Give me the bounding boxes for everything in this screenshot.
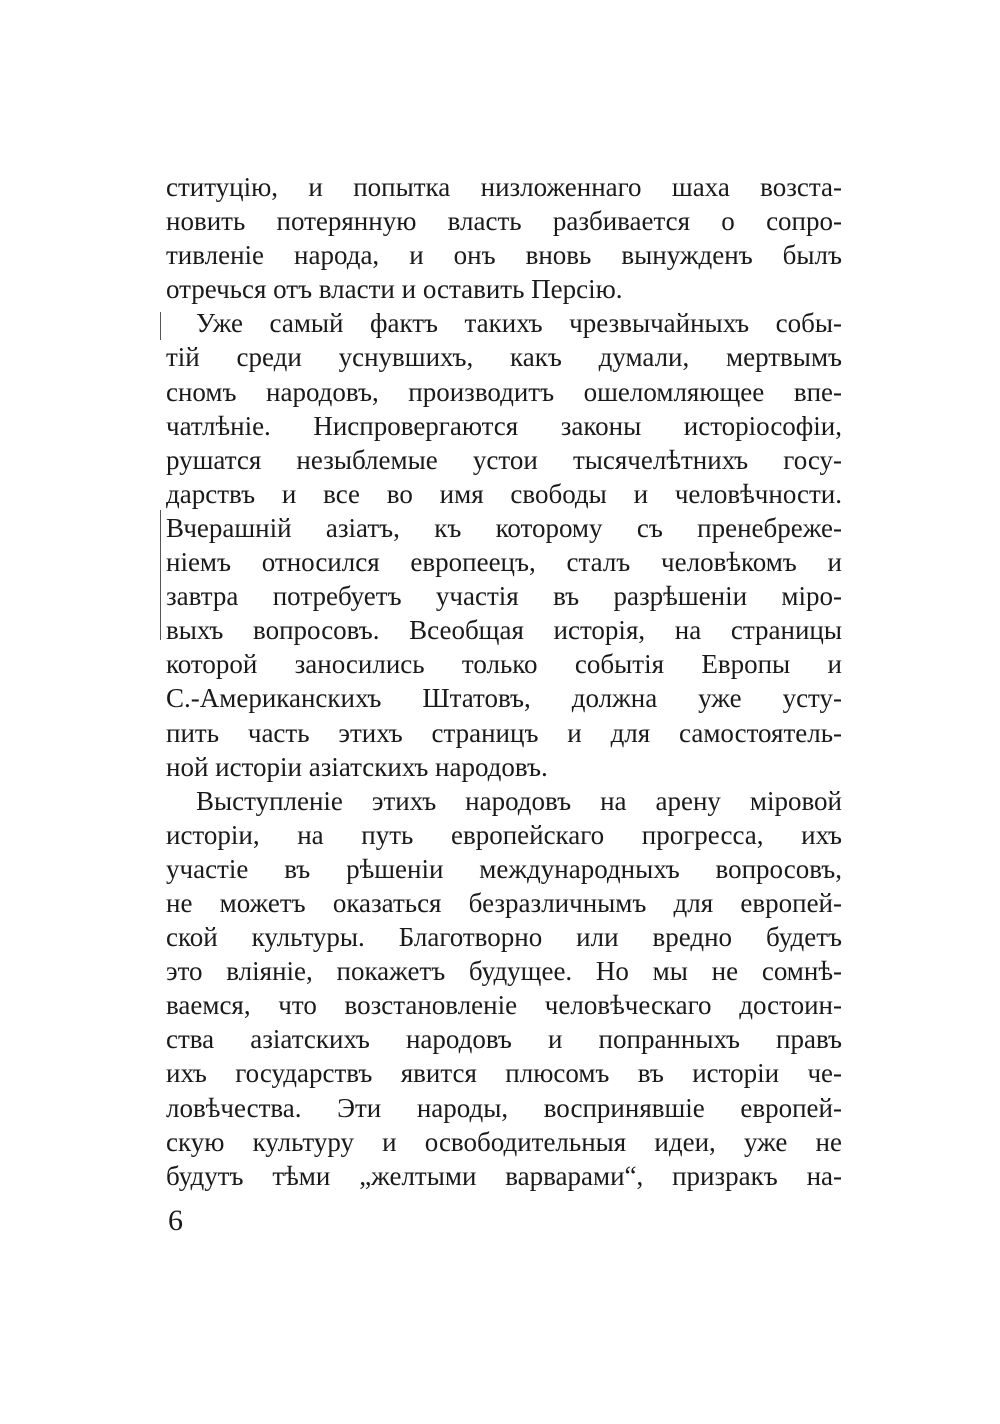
text-line: ной исторіи азіатскихъ народовъ. xyxy=(166,751,548,782)
text-line: это вліяніе, покажетъ будущее. Но мы не сомнѣ- xyxy=(166,956,842,987)
margin-pencil-mark xyxy=(160,510,161,640)
text-line: тивленіе народа, и онъ вновь вынужденъ былъ xyxy=(166,240,842,271)
text-line: ловѣчества. Эти народы, воспринявшіе европей- xyxy=(166,1092,842,1123)
text-line: ніемъ относился европеецъ, сталъ человѣкомъ и xyxy=(166,547,842,578)
text-line: завтра потребуетъ участія въ разрѣшеніи міро- xyxy=(166,581,842,612)
text-line: ихъ государствъ явится плюсомъ въ исторіи че- xyxy=(166,1058,842,1089)
text-line: не можетъ оказаться безразличнымъ для европей- xyxy=(166,887,842,918)
text-line: выхъ вопросовъ. Всеобщая исторія, на страницы xyxy=(166,615,842,646)
page-number: 6 xyxy=(168,1204,183,1237)
text-line: участіе въ рѣшеніи международныхъ вопросовъ, xyxy=(166,853,842,884)
text-line: ституцію, и попытка низложеннаго шаха возста- xyxy=(166,172,842,202)
text-line: рушатся незыблемые устои тысячелѣтнихъ госу- xyxy=(166,444,842,475)
text-line: Выступленіе этихъ народовъ на арену міровой xyxy=(196,785,842,816)
text-line: исторіи, на путь европейскаго прогресса, ихъ xyxy=(166,819,842,850)
text-line: пить часть этихъ страницъ и для самостоятель- xyxy=(166,717,842,748)
text-line: новить потерянную власть разбивается о сопро- xyxy=(166,206,842,237)
text-line: ваемся, что возстановленіе человѣческаго достоин- xyxy=(166,990,842,1021)
text-line: отречься отъ власти и оставить Персію. xyxy=(166,274,623,305)
text-line: сномъ народовъ, производитъ ошеломляющее впе- xyxy=(166,376,842,407)
text-line: тій среди уснувшихъ, какъ думали, мертвымъ xyxy=(166,342,842,373)
text-line: дарствъ и все во имя свободы и человѣчности. xyxy=(166,478,842,509)
text-line: будутъ тѣми „желтыми варварами“, призракъ на- xyxy=(166,1160,842,1191)
text-line: ской культуры. Благотворно или вредно будетъ xyxy=(166,922,842,953)
text-line: Уже самый фактъ такихъ чрезвычайныхъ собы- xyxy=(196,308,842,339)
text-line: Вчерашній азіатъ, къ которому съ пренебреже- xyxy=(166,512,842,543)
margin-pencil-mark xyxy=(160,312,161,340)
text-line: чатлѣніе. Ниспровергаются законы исторіософіи, xyxy=(166,410,842,441)
page-body-text xyxy=(166,170,842,1193)
text-line: которой заносились только событія Европы и xyxy=(166,649,842,680)
text-line: ства азіатскихъ народовъ и попранныхъ правъ xyxy=(166,1024,842,1055)
text-line: С.-Американскихъ Штатовъ, должна уже усту- xyxy=(166,683,842,714)
text-line: скую культуру и освободительныя идеи, уже не xyxy=(166,1126,842,1157)
